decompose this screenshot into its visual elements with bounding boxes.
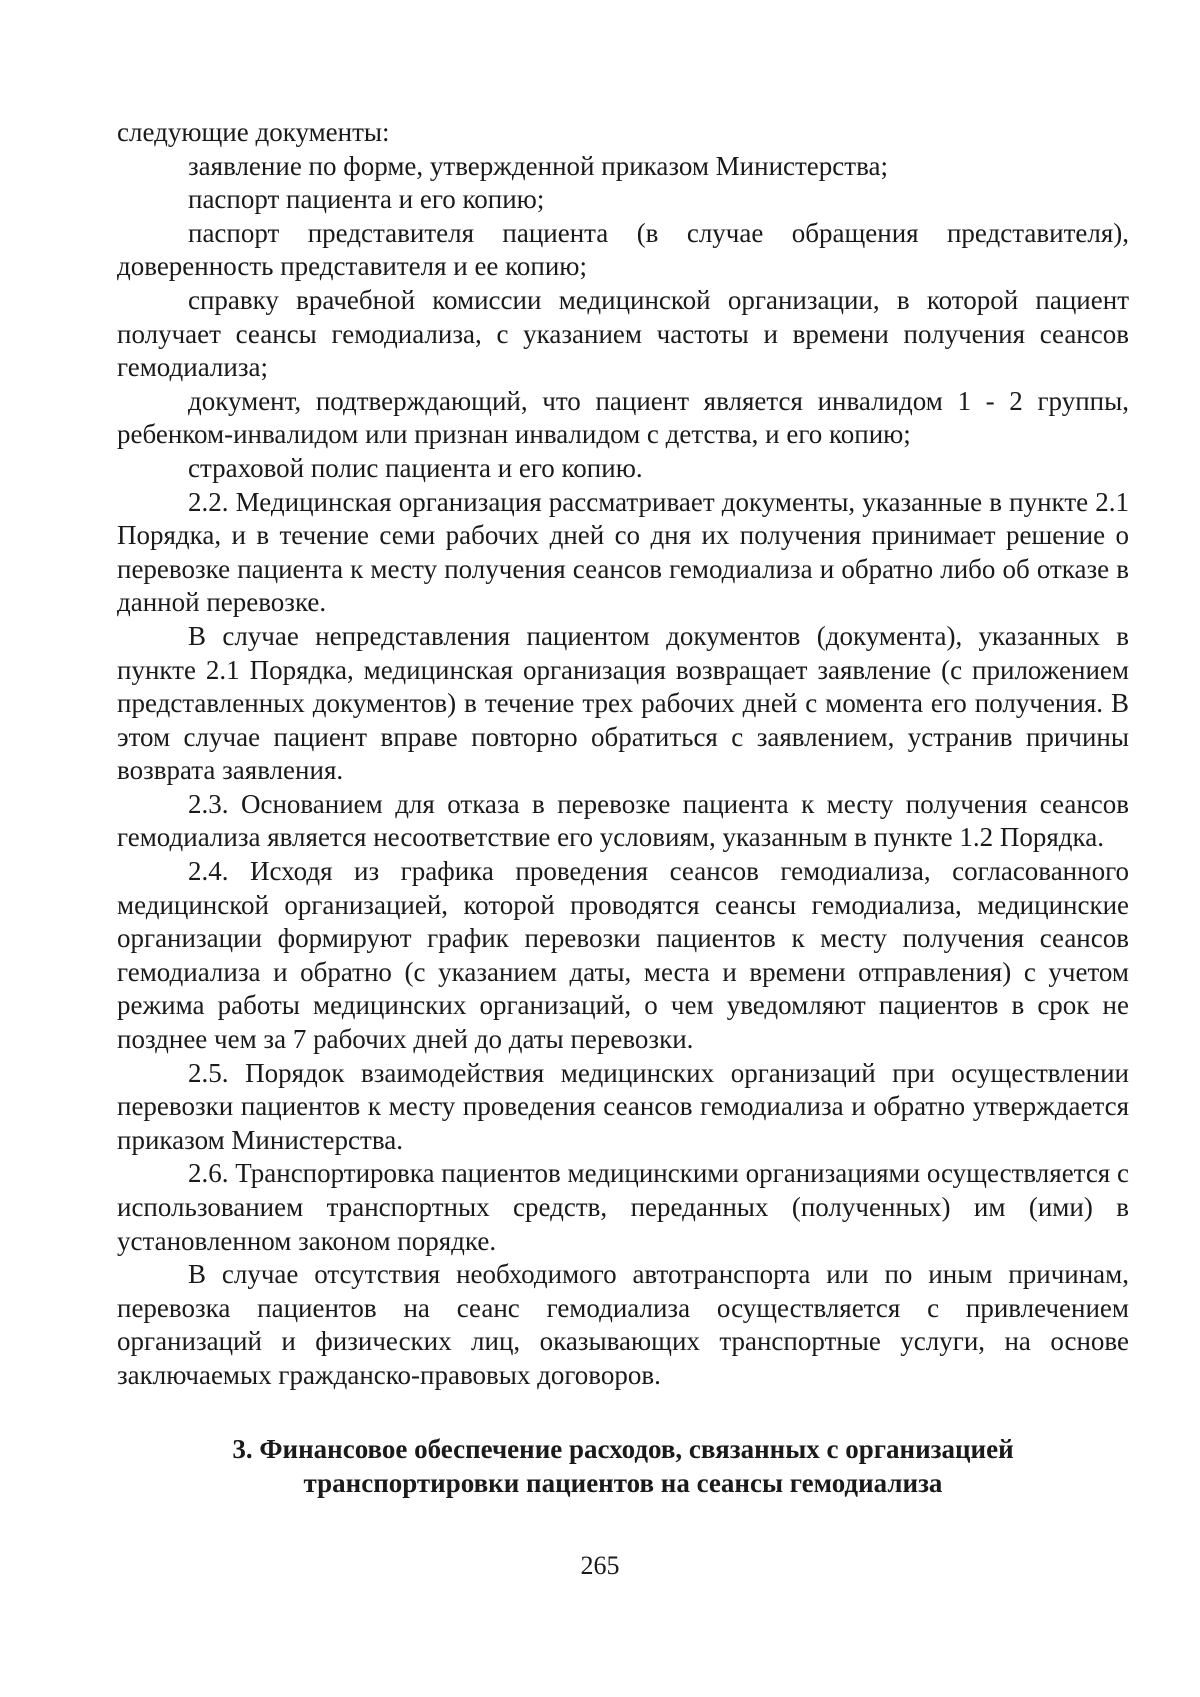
- paragraph: паспорт пациента и его копию;: [188, 184, 545, 215]
- paragraph: страховой полис пациента и его копию.: [188, 452, 643, 483]
- paragraph: документ, подтверждающий, что пациент является инвалидом 1 - 2 группы, ребенком-инвалидом или признан инвалидом с детства, и его копию;: [117, 385, 1129, 450]
- paragraph: заявление по форме, утвержденной приказом Министерства;: [188, 150, 888, 181]
- paragraph: 2.3. Основанием для отказа в перевозке пациента к месту получения сеансов гемодиализа является несоответствие его условиям, указанным в пункте 1.2 Порядка.: [117, 788, 1129, 853]
- paragraph: 2.2. Медицинская организация рассматривает документы, указанные в пункте 2.1 Порядка, и в течение семи рабочих дней со дня их получения принимает решение о перевозке пациента к месту получения сеансов гемодиализа и обратно либо об отказе в данной перевозке.: [117, 486, 1129, 618]
- paragraph: справку врачебной комиссии медицинской организации, в которой пациент получает сеансы гемодиализа, с указанием частоты и времени получения сеансов гемодиализа;: [117, 284, 1129, 383]
- paragraph: следующие документы:: [117, 117, 390, 147]
- paragraph: В случае непредставления пациентом документов (документа), указанных в пункте 2.1 Порядка, медицинская организация возвращает заявление (с приложением представленных документов) в течение трех рабочих дней с момента его получения. В этом случае пациент вправе повторно обратиться с заявлением, устранив причины возврата заявления.: [117, 620, 1129, 786]
- paragraph: 2.6. Транспортировка пациентов медицинскими организациями осуществляется с использованием транспортных средств, переданных (полученных) им (ими) в установленном законом порядке.: [117, 1158, 1129, 1256]
- section-heading: [117, 1432, 1129, 1500]
- paragraph: 2.4. Исходя из графика проведения сеансов гемодиализа, согласованного медицинской организацией, которой проводятся сеансы гемодиализа, медицинские организации формируют график перевозки пациентов к месту получения сеансов гемодиализа и обратно (с указанием даты, места и времени отправления) с учетом режима работы медицинских организаций, о чем уведомляют пациентов в срок не позднее чем за 7 рабочих дней до даты перевозки.: [117, 856, 1129, 1055]
- document-body: [117, 116, 1129, 1393]
- section-heading-line: транспортировки пациентов на сеансы гемодиализа: [303, 1468, 943, 1498]
- paragraph: В случае отсутствия необходимого автотранспорта или по иным причинам, перевозка пациентов на сеанс гемодиализа осуществляется с привлечением организаций и физических лиц, оказывающих транспортные услуги, на основе заключаемых гражданско-правовых договоров.: [117, 1259, 1129, 1390]
- page-number: 265: [580, 1551, 620, 1580]
- section-heading-line: 3. Финансовое обеспечение расходов, связанных с организацией: [232, 1434, 1014, 1464]
- paragraph: 2.5. Порядок взаимодействия медицинских организаций при осуществлении перевозки пациентов к месту проведения сеансов гемодиализа и обратно утверждается приказом Министерства.: [117, 1057, 1129, 1155]
- paragraph: паспорт представителя пациента (в случае обращения представителя), доверенность представителя и ее копию;: [117, 217, 1129, 282]
